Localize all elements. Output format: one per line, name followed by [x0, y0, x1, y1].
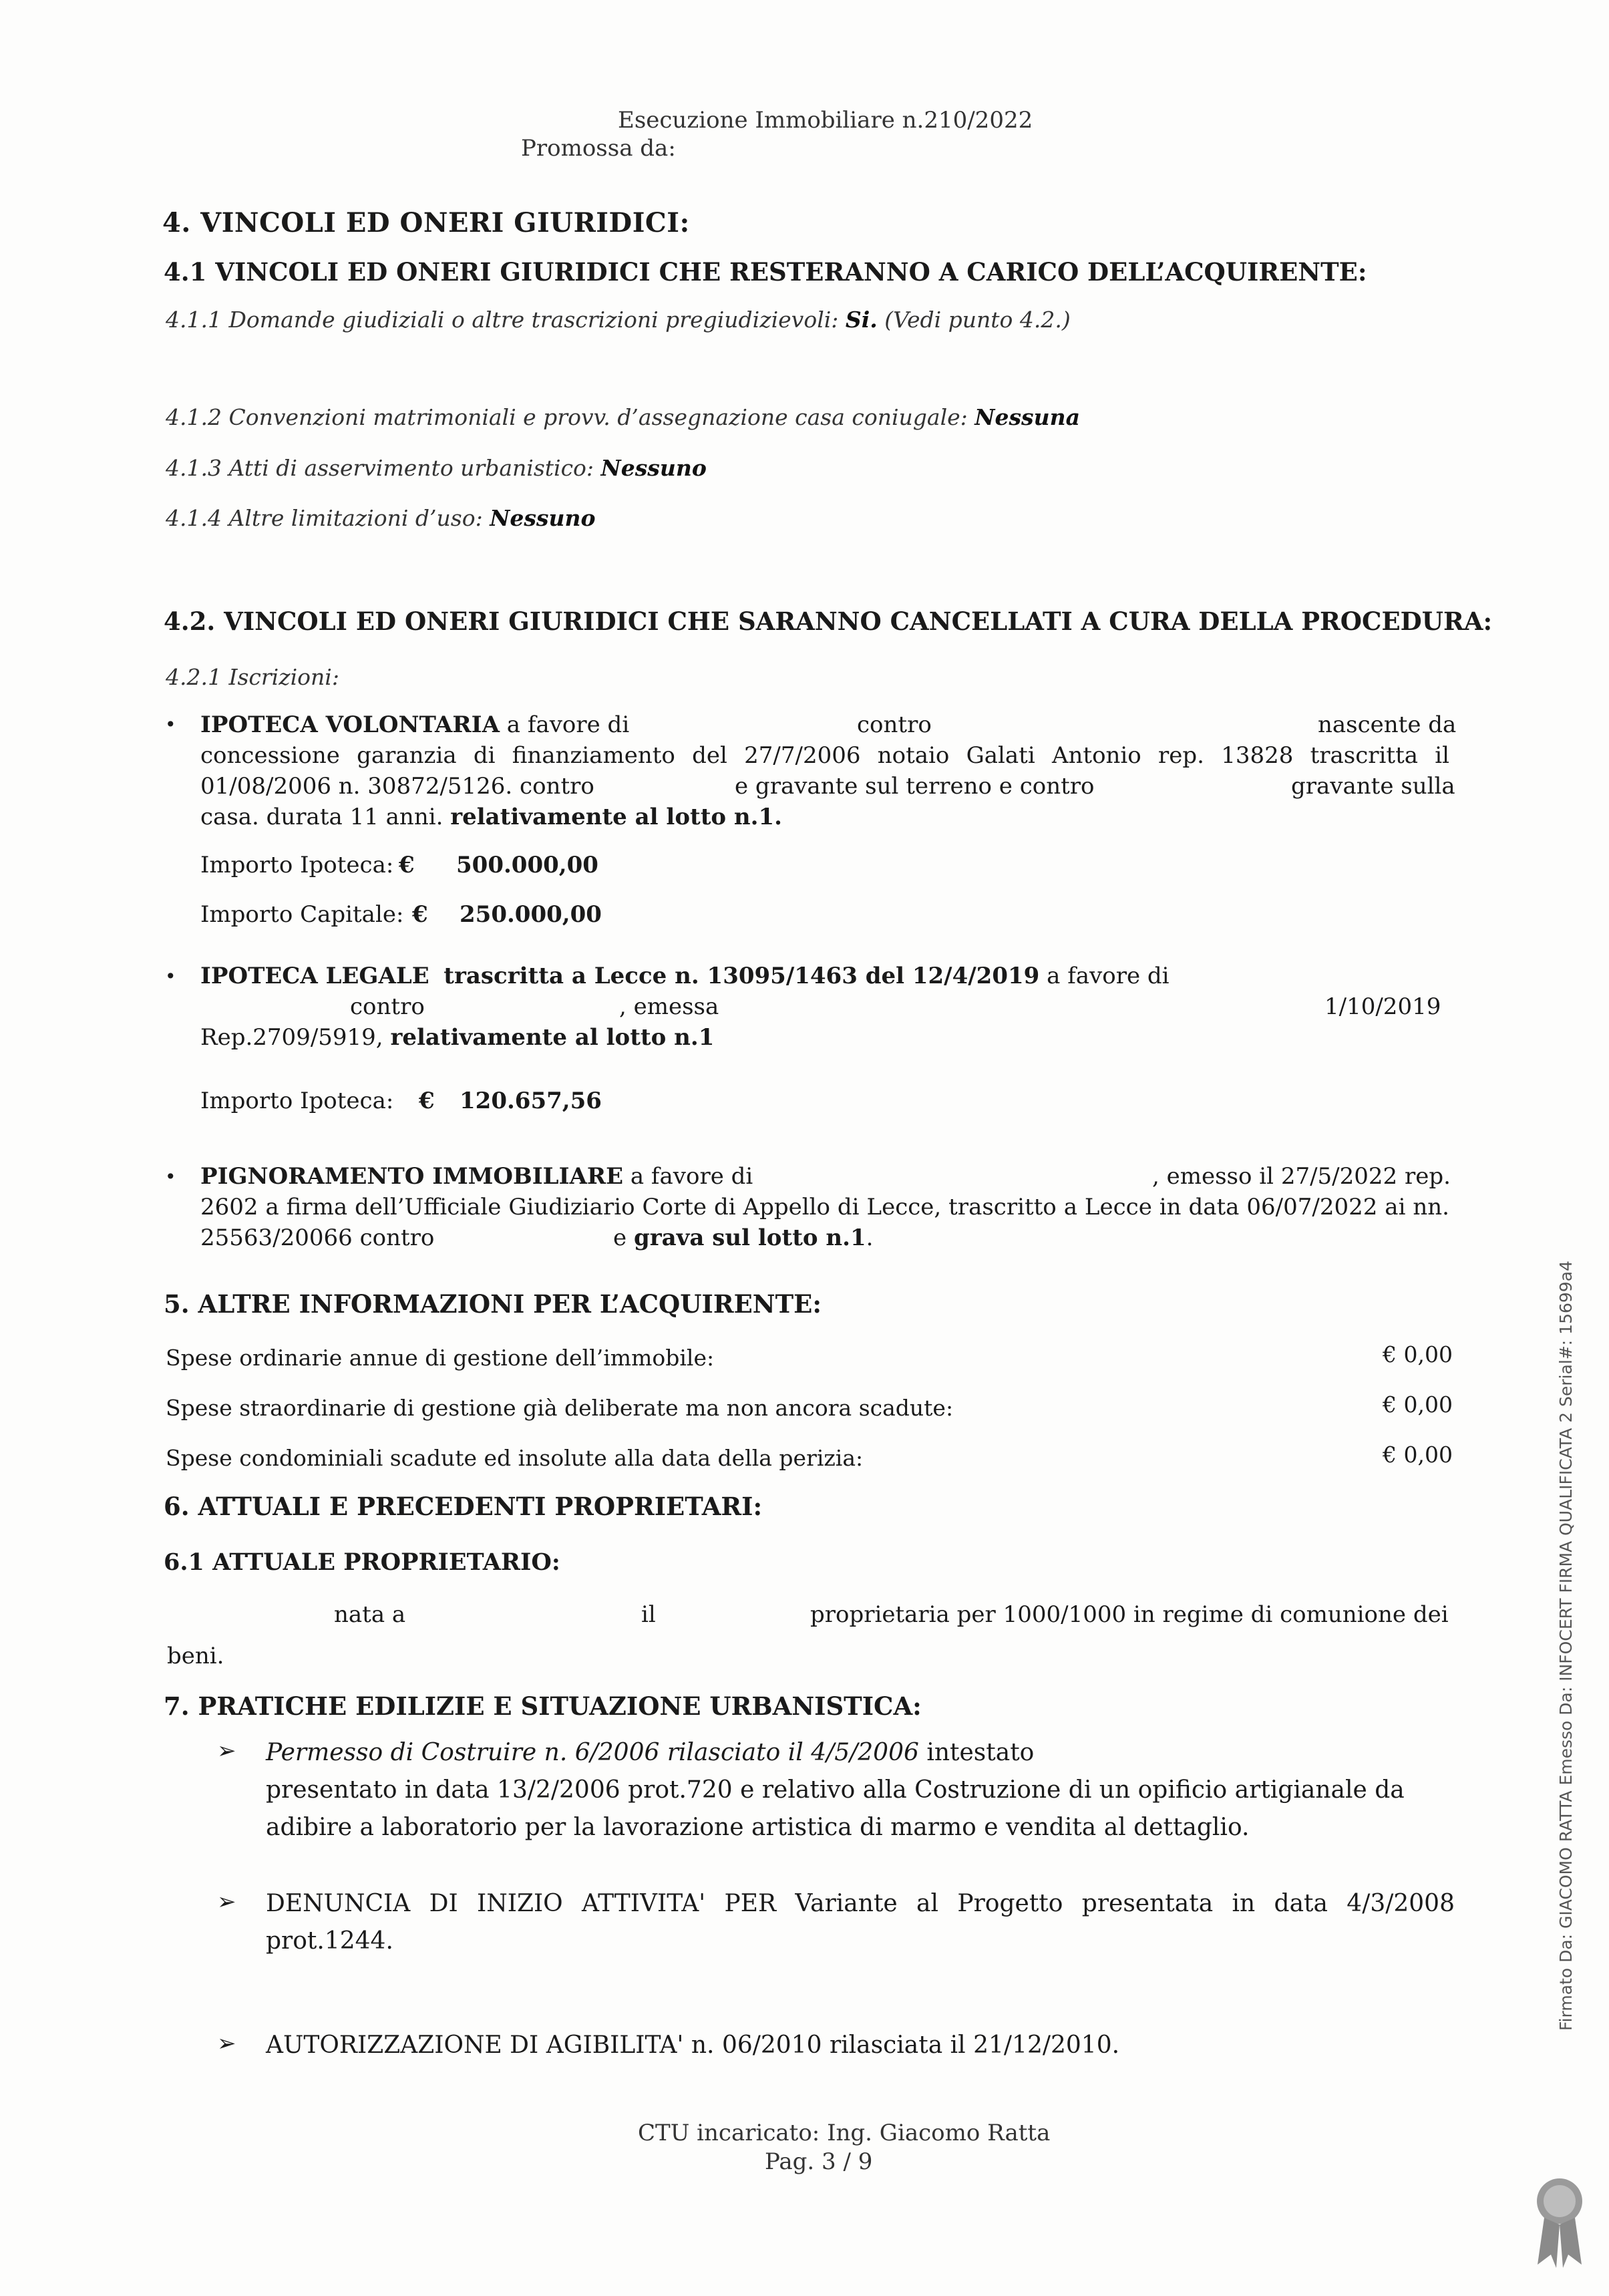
pignoramento-emesso: , emesso il 27/5/2022 rep. — [1152, 1163, 1451, 1190]
header-procedure-number: Esecuzione Immobiliare n.210/2022 — [618, 107, 1033, 134]
section-6-1-title: 6.1 ATTUALE PROPRIETARIO: — [164, 1548, 560, 1576]
permesso-line2: presentato in data 13/2/2006 prot.720 e relativo alla Costruzione di un opificio artigianale da — [266, 1776, 1405, 1804]
text-e: e — [613, 1224, 627, 1251]
section-7-title: 7. PRATICHE EDILIZIE E SITUAZIONE URBANISTICA: — [164, 1691, 922, 1721]
section-4-title: 4. VINCOLI ED ONERI GIURIDICI: — [162, 207, 690, 238]
footer-ctu: CTU incaricato: Ing. Giacomo Ratta — [638, 2120, 1051, 2146]
proprietario-nata-a: nata a — [334, 1601, 406, 1628]
pignoramento-line2: 2602 a firma dell’Ufficiale Giudiziario Corte di Appello di Lecce, trascritto a Lecce in data 06/07/2022 ai nn. — [200, 1194, 1449, 1220]
pignoramento-line1 — [200, 1161, 753, 1192]
ipoteca-legale-lotto: relativamente al lotto n.1 — [390, 1024, 715, 1051]
ipoteca-legale-data: 1/10/2019 — [1324, 993, 1441, 1020]
item-4-1-1-label: 4.1.1 Domande giudiziali o altre trascrizioni pregiudizievoli: — [166, 307, 839, 333]
section-4-1-title: 4.1 VINCOLI ED ONERI GIURIDICI CHE RESTERANNO A CARICO DELL’ACQUIRENTE: — [164, 257, 1367, 287]
bullet-icon: • — [165, 965, 176, 987]
text-a-favore-di: a favore di — [506, 711, 630, 738]
spese-straordinarie-value: € 0,00 — [1383, 1391, 1453, 1418]
permesso-line1 — [266, 1734, 1034, 1772]
digital-signature-stamp: Firmato Da: GIACOMO RATTA Emesso Da: INFOCERT FIRMA QUALIFICATA 2 Serial#: 15699a4 — [1556, 1261, 1576, 2031]
ipoteca-volontaria-line2: concessione garanzia di finanziamento del 27/7/2006 notaio Galati Antonio rep. 13828 trascritta il — [200, 742, 1449, 769]
ipoteca-volontaria-importo-value: 500.000,00 — [456, 852, 598, 878]
item-4-1-4-value: Nessuno — [490, 505, 596, 531]
ipoteca-volontaria-title: IPOTECA VOLONTARIA — [200, 711, 500, 738]
text-a-favore-di: a favore di — [1047, 963, 1170, 989]
footer-page-number: Pag. 3 / 9 — [765, 2148, 873, 2175]
item-4-1-2-label: 4.1.2 Convenzioni matrimoniali e provv. d’assegnazione casa coniugale: — [166, 404, 968, 430]
item-4-1-1-value: Si. — [845, 307, 878, 333]
ipoteca-volontaria-line4 — [200, 802, 782, 832]
item-4-1-4 — [166, 505, 596, 531]
ipoteca-volontaria-line3c: gravante sulla — [1291, 773, 1455, 800]
agibilita-line: AUTORIZZAZIONE DI AGIBILITA' n. 06/2010 rilasciata il 21/12/2010. — [266, 2031, 1120, 2059]
item-4-1-1-note: (Vedi punto 4.2.) — [884, 307, 1071, 333]
currency-euro-icon: € — [412, 901, 428, 928]
text-period: . — [866, 1224, 874, 1251]
section-4-2-title: 4.2. VINCOLI ED ONERI GIURIDICI CHE SARANNO CANCELLATI A CURA DELLA PROCEDURA: — [164, 607, 1493, 636]
ipoteca-legale-title: IPOTECA LEGALE — [200, 963, 429, 989]
pignoramento-lotto: grava sul lotto n.1 — [633, 1224, 866, 1251]
spese-straordinarie-label: Spese straordinarie di gestione già deliberate ma non ancora scadute: — [166, 1395, 954, 1421]
arrow-bullet-icon: ➢ — [217, 1889, 236, 1915]
permesso-intestato: intestato — [926, 1739, 1035, 1766]
ipoteca-legale-emessa: , emessa — [619, 993, 719, 1020]
arrow-bullet-icon: ➢ — [217, 2030, 236, 2057]
dia-line1: DENUNCIA DI INIZIO ATTIVITA' PER Variante al Progetto presentata in data 4/3/2008 — [266, 1890, 1455, 1917]
certification-seal-icon — [1530, 2171, 1590, 2271]
currency-euro-icon: € — [399, 852, 415, 878]
ipoteca-legale-trascrizione: trascritta a Lecce n. 13095/1463 del 12/4/2019 — [443, 963, 1040, 989]
ipoteca-volontaria-durata: casa. durata 11 anni. — [200, 804, 443, 830]
spese-condominiali-label: Spese condominiali scadute ed insolute alla data della perizia: — [166, 1445, 864, 1471]
ipoteca-volontaria-nascente: nascente da — [1318, 711, 1457, 738]
pignoramento-line3a: 25563/20066 contro — [200, 1224, 435, 1251]
ipoteca-volontaria-line3a: 01/08/2006 n. 30872/5126. contro — [200, 773, 594, 800]
ipoteca-volontaria-importo-label: Importo Ipoteca: — [200, 852, 394, 878]
spese-condominiali-value: € 0,00 — [1383, 1442, 1453, 1468]
spese-ordinarie-label: Spese ordinarie annue di gestione dell’immobile: — [166, 1345, 715, 1371]
proprietario-quota: proprietaria per 1000/1000 in regime di comunione dei — [810, 1601, 1449, 1628]
ipoteca-legale-importo-value: 120.657,56 — [460, 1088, 602, 1114]
arrow-bullet-icon: ➢ — [217, 1738, 236, 1764]
ipoteca-volontaria-contro: contro — [857, 711, 932, 738]
bullet-icon: • — [165, 1166, 176, 1188]
permesso-line3: adibire a laboratorio per la lavorazione artistica di marmo e vendita al dettaglio. — [266, 1814, 1250, 1841]
currency-euro-icon: € — [419, 1088, 435, 1114]
header-promoter-label: Promossa da: — [521, 135, 676, 162]
ipoteca-volontaria-capitale-label: Importo Capitale: — [200, 901, 404, 928]
pignoramento-line3b — [613, 1222, 873, 1253]
item-4-1-3-value: Nessuno — [600, 455, 707, 481]
item-4-1-2-value: Nessuna — [974, 404, 1080, 430]
text-a-favore-di: a favore di — [630, 1163, 753, 1190]
item-4-1-3 — [166, 455, 707, 481]
proprietario-il: il — [641, 1601, 656, 1628]
bullet-icon: • — [165, 713, 176, 735]
ipoteca-volontaria-line1 — [200, 709, 629, 740]
item-4-1-3-label: 4.1.3 Atti di asservimento urbanistico: — [166, 455, 594, 481]
ipoteca-legale-contro: contro — [350, 993, 425, 1020]
item-4-1-4-label: 4.1.4 Altre limitazioni d’uso: — [166, 505, 483, 531]
item-4-1-1 — [166, 307, 1071, 333]
item-4-1-2 — [166, 404, 1080, 430]
proprietario-beni: beni. — [167, 1643, 224, 1669]
ipoteca-legale-rep: Rep.2709/5919, — [200, 1024, 383, 1051]
spese-ordinarie-value: € 0,00 — [1383, 1341, 1453, 1367]
section-5-title: 5. ALTRE INFORMAZIONI PER L’ACQUIRENTE: — [164, 1289, 822, 1319]
ipoteca-legale-line1 — [200, 961, 1170, 991]
dia-line2: prot.1244. — [266, 1927, 393, 1955]
ipoteca-volontaria-capitale-value: 250.000,00 — [460, 901, 602, 928]
ipoteca-volontaria-lotto: relativamente al lotto n.1. — [450, 804, 782, 830]
ipoteca-volontaria-line3b: e gravante sul terreno e contro — [735, 773, 1095, 800]
section-6-title: 6. ATTUALI E PRECEDENTI PROPRIETARI: — [164, 1492, 763, 1521]
ipoteca-legale-line3 — [200, 1022, 714, 1053]
pignoramento-title: PIGNORAMENTO IMMOBILIARE — [200, 1163, 624, 1190]
item-4-2-1: 4.2.1 Iscrizioni: — [166, 664, 339, 690]
ipoteca-legale-importo-label: Importo Ipoteca: — [200, 1088, 394, 1114]
permesso-costruire: Permesso di Costruire n. 6/2006 rilasciato il 4/5/2006 — [266, 1739, 919, 1766]
